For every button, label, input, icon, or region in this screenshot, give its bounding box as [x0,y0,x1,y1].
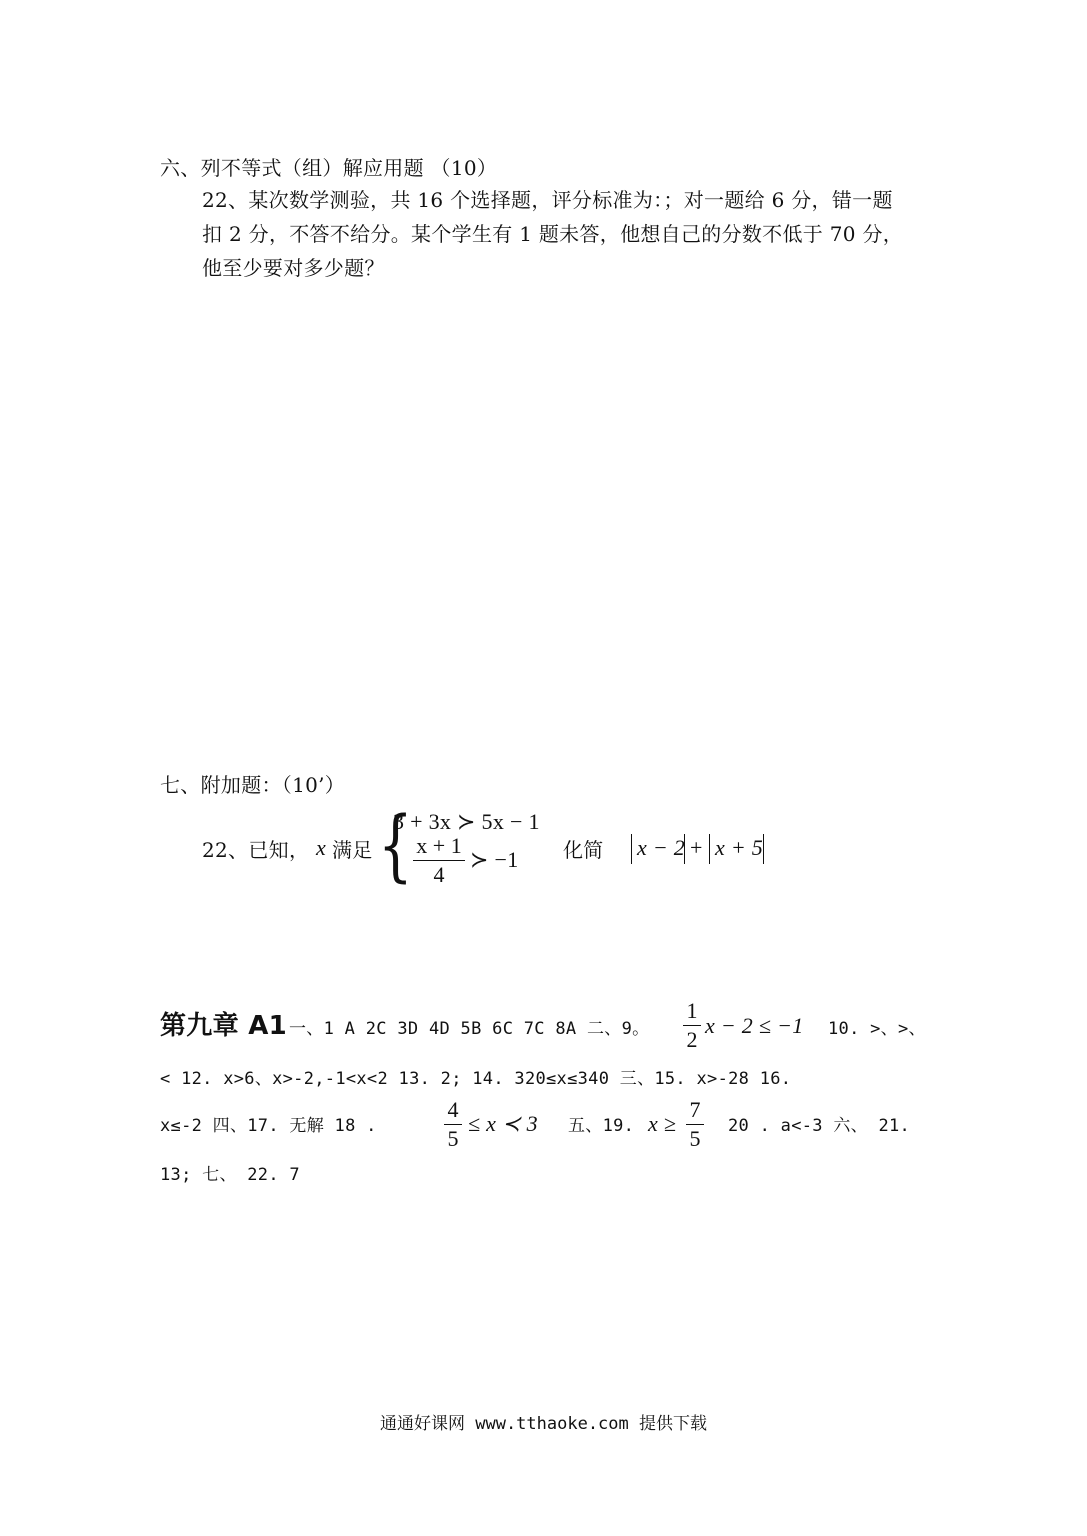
bonus-satisfies: 满足 [332,838,373,862]
answer-fraction-3-numerator: 7 [689,1097,701,1122]
answer-fraction-1 [683,998,701,1053]
abs-bar-1-left [631,834,632,864]
answer-fraction-3-bar [686,1124,704,1125]
abs-expr-2: x + 5 [715,835,764,860]
abs-bar-2-left [709,834,710,864]
system-fraction-denominator: 4 [433,862,445,887]
answer-fraction-1-bar [683,1025,701,1026]
question22-line1: 22、某次数学测验，共 16 个选择题，评分标准为：；对一题给 6 分，错一题 [202,188,893,212]
abs-expr-1: x − 2 [637,835,686,860]
answers-line3-b: 五、19. [568,1116,635,1136]
answer-fraction-2-denominator: 5 [447,1126,459,1151]
system-fraction [413,833,465,888]
abs-bar-1-right [684,834,685,864]
answer-line1-expr: x − 2 ≤ −1 [705,1013,804,1038]
system-inequality-1: 3 + 3x ≻ 5x − 1 [393,809,540,834]
answer-line3-x: x ≥ [648,1111,677,1136]
answer-fraction-1-denominator: 2 [686,1027,698,1052]
answer-line3-expr: ≤ x ≺ 3 [468,1111,538,1136]
answers-line1-b: 10. >、>、 [828,1019,926,1039]
abs-plus: + [690,835,703,860]
answer-fraction-2 [444,1097,462,1152]
system-fraction-bar [413,860,465,861]
footer-credit: 通通好课网 www.tthaoke.com 提供下载 [380,1414,707,1434]
question22-line3: 他至少要对多少题？ [202,256,385,280]
answers-line3-c: 20 . a<-3 六、 21. [728,1116,911,1136]
section6-heading: 六、列不等式（组）解应用题 （10） [160,156,498,180]
answers-line1-a: 一、1 A 2C 3D 4D 5B 6C 7C 8A 二、9。 [289,1019,650,1039]
answers-line4: 13; 七、 22. 7 [160,1165,300,1185]
answer-fraction-2-numerator: 4 [447,1097,459,1122]
system-inequality-2-rhs: ≻ −1 [470,847,519,872]
system-brace: { [378,801,413,891]
bonus-question-prefix: 22、已知， [202,838,310,862]
system-fraction-numerator: x + 1 [416,833,462,858]
answer-fraction-1-numerator: 1 [686,998,698,1023]
question22-line2: 扣 2 分，不答不给分。某个学生有 1 题未答，他想自己的分数不低于 70 分， [202,222,904,246]
answers-title: 第九章 A1 [160,1011,288,1041]
answers-line2: < 12. x>6、x>-2,-1<x<2 13. 2; 14. 320≤x≤340 三、15. x>-28 16. [160,1069,792,1089]
answer-fraction-3 [686,1097,704,1152]
abs-bar-2-right [763,834,764,864]
answer-fraction-3-denominator: 5 [689,1126,701,1151]
answers-line3-a: x≤-2 四、17. 无解 18 . [160,1116,377,1136]
section7-heading: 七、附加题：（10’） [160,773,346,797]
answer-fraction-2-bar [444,1124,462,1125]
bonus-var-x: x [316,835,327,860]
simplify-label: 化简 [563,838,604,862]
